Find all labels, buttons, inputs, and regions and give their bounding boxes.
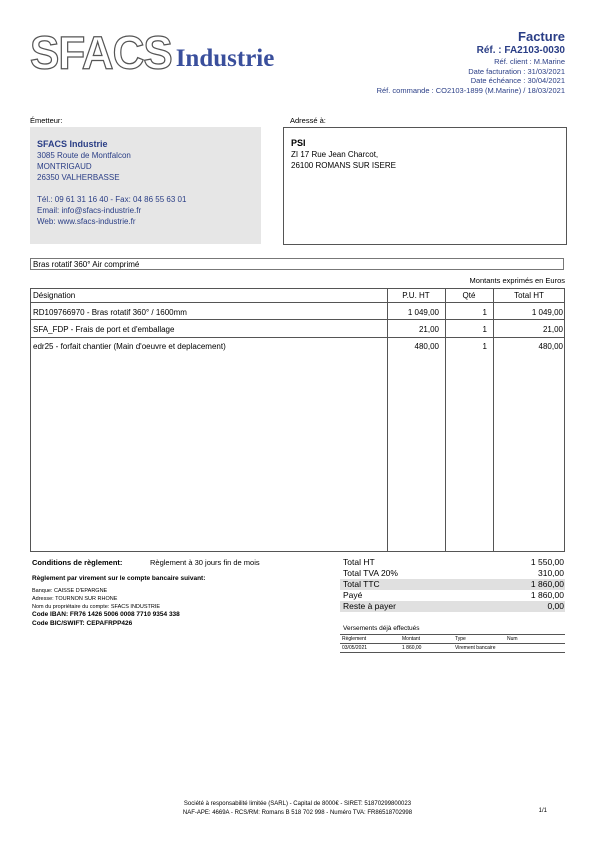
- client-ref: Réf. client : M.Marine: [494, 57, 565, 66]
- emetteur-email: Email: info@sfacs-industrie.fr: [37, 206, 142, 215]
- account-owner: Nom du propriétaire du compte: SFACS INDUSTRIE: [32, 604, 161, 610]
- emetteur-name: SFACS Industrie: [37, 139, 108, 149]
- header-qte: Qté: [462, 291, 476, 300]
- total-ht-row: [340, 557, 565, 568]
- vh-reglement: Règlement: [342, 636, 367, 642]
- invoice-ref: Réf. : FA2103-0030: [476, 45, 565, 56]
- destinataire-label: Adressé à:: [290, 116, 326, 125]
- company-logo: [30, 27, 290, 82]
- date-facturation: Date facturation : 31/03/2021: [468, 66, 565, 76]
- row2-qte: 1: [482, 325, 487, 334]
- emetteur-box: [30, 127, 261, 244]
- emetteur-addr3: 26350 VALHERBASSE: [37, 173, 120, 182]
- emetteur-addr2: MONTRIGAUD: [37, 162, 92, 171]
- reste-row: [340, 601, 565, 612]
- emetteur-tel: Tél.: 09 61 31 16 40 - Fax: 04 86 55 63 01: [37, 195, 187, 204]
- total-value: 1 860,00: [530, 590, 564, 600]
- total-ttc-row: [340, 579, 565, 590]
- destinataire-box: [283, 127, 567, 245]
- invoice-subject: Bras rotatif 360° Air comprimé: [30, 258, 564, 270]
- row-divider: [31, 337, 564, 338]
- iban-code: Code IBAN: FR76 1426 5006 0008 7710 9354 338: [32, 611, 180, 618]
- row2-pu: 21,00: [418, 325, 439, 334]
- destinataire-addr1: ZI 17 Rue Jean Charcot,: [291, 150, 379, 159]
- total-value: 1 860,00: [530, 579, 564, 589]
- legal-footer: [30, 800, 565, 818]
- conditions-value: Règlement à 30 jours fin de mois: [150, 558, 260, 567]
- logo-industrie-text: Industrie: [175, 45, 275, 72]
- vh-num: Num: [507, 636, 518, 642]
- invoice-title: Facture: [518, 29, 565, 44]
- versements-title: Versements déjà effectués: [343, 625, 420, 632]
- total-label: Payé: [343, 590, 363, 600]
- header-pu: P.U. HT: [402, 291, 430, 300]
- row1-designation: RD109766970 - Bras rotatif 360° / 1600mm: [33, 308, 187, 317]
- row3-total: 480,00: [538, 342, 563, 351]
- total-value: 1 550,00: [530, 557, 564, 567]
- row2-total: 21,00: [542, 325, 563, 334]
- row3-qte: 1: [482, 342, 487, 351]
- bank-name: Banque: CAISSE D'EPARGNE: [32, 588, 108, 594]
- conditions-label: Conditions de règlement:: [32, 558, 123, 567]
- v-montant: 1 860,00: [402, 645, 422, 651]
- totals-block: [340, 557, 565, 612]
- v-type: Virement bancaire: [455, 645, 496, 651]
- bank-address: Adresse: TOURNON SUR RHONE: [32, 596, 118, 602]
- versement-row: [340, 644, 565, 653]
- emetteur-label: Émetteur:: [30, 116, 63, 125]
- emetteur-addr1: 3085 Route de Montfalcon: [37, 151, 131, 160]
- col-divider: [445, 289, 446, 551]
- paye-row: [340, 590, 565, 601]
- header-designation: Désignation: [33, 291, 76, 300]
- total-label: Reste à payer: [343, 601, 396, 611]
- total-label: Total HT: [343, 557, 375, 567]
- row3-designation: edr25 - forfait chantier (Main d'oeuvre et deplacement): [33, 342, 226, 351]
- row1-qte: 1: [482, 308, 487, 317]
- vh-montant: Montant: [402, 636, 421, 642]
- total-value: 0,00: [547, 601, 564, 611]
- page-number: 1/1: [538, 808, 547, 814]
- col-divider: [493, 289, 494, 551]
- footer-line2: NAF-APE: 4669A - RCS/RM: Romans B 518 702 998 - Numéro TVA: FR86518702998: [182, 810, 413, 816]
- row-divider: [31, 319, 564, 320]
- vh-type: Type: [455, 636, 466, 642]
- invoice-header: [265, 30, 565, 95]
- virement-label: Règlement par virement sur le compte bancaire suivant:: [32, 575, 206, 582]
- row3-pu: 480,00: [414, 342, 439, 351]
- destinataire-name: PSI: [291, 138, 306, 148]
- col-divider: [387, 289, 388, 551]
- row1-pu: 1 049,00: [407, 308, 439, 317]
- versements-table: [340, 634, 565, 653]
- logo-sfacs-text: SFACS: [30, 27, 172, 80]
- header-total: Total HT: [514, 291, 544, 300]
- total-label: Total TVA 20%: [343, 568, 398, 578]
- currency-note: Montants exprimés en Euros: [469, 276, 565, 285]
- total-tva-row: [340, 568, 565, 579]
- versements-header: [340, 635, 565, 644]
- row1-total: 1 049,00: [531, 308, 563, 317]
- order-ref: Réf. commande : CO2103-1899 (M.Marine) / 18/03/2021: [376, 85, 565, 95]
- row2-designation: SFA_FDP - Frais de port et d'emballage: [33, 325, 175, 334]
- bic-code: Code BIC/SWIFT: CEPAFRPP426: [32, 620, 133, 627]
- emetteur-web: Web: www.sfacs-industrie.fr: [37, 217, 136, 226]
- footer-line1: Société à responsabilité limitée (SARL) - Capital de 8000€ - SIRET: 51870299800023: [183, 801, 412, 807]
- destinataire-addr2: 26100 ROMANS SUR ISERE: [291, 161, 396, 170]
- v-reglement: 03/05/2021: [342, 645, 368, 651]
- total-value: 310,00: [538, 568, 564, 578]
- total-label: Total TTC: [343, 579, 380, 589]
- invoice-lines-table: [30, 288, 565, 552]
- date-echeance: Date échéance : 30/04/2021: [470, 76, 565, 85]
